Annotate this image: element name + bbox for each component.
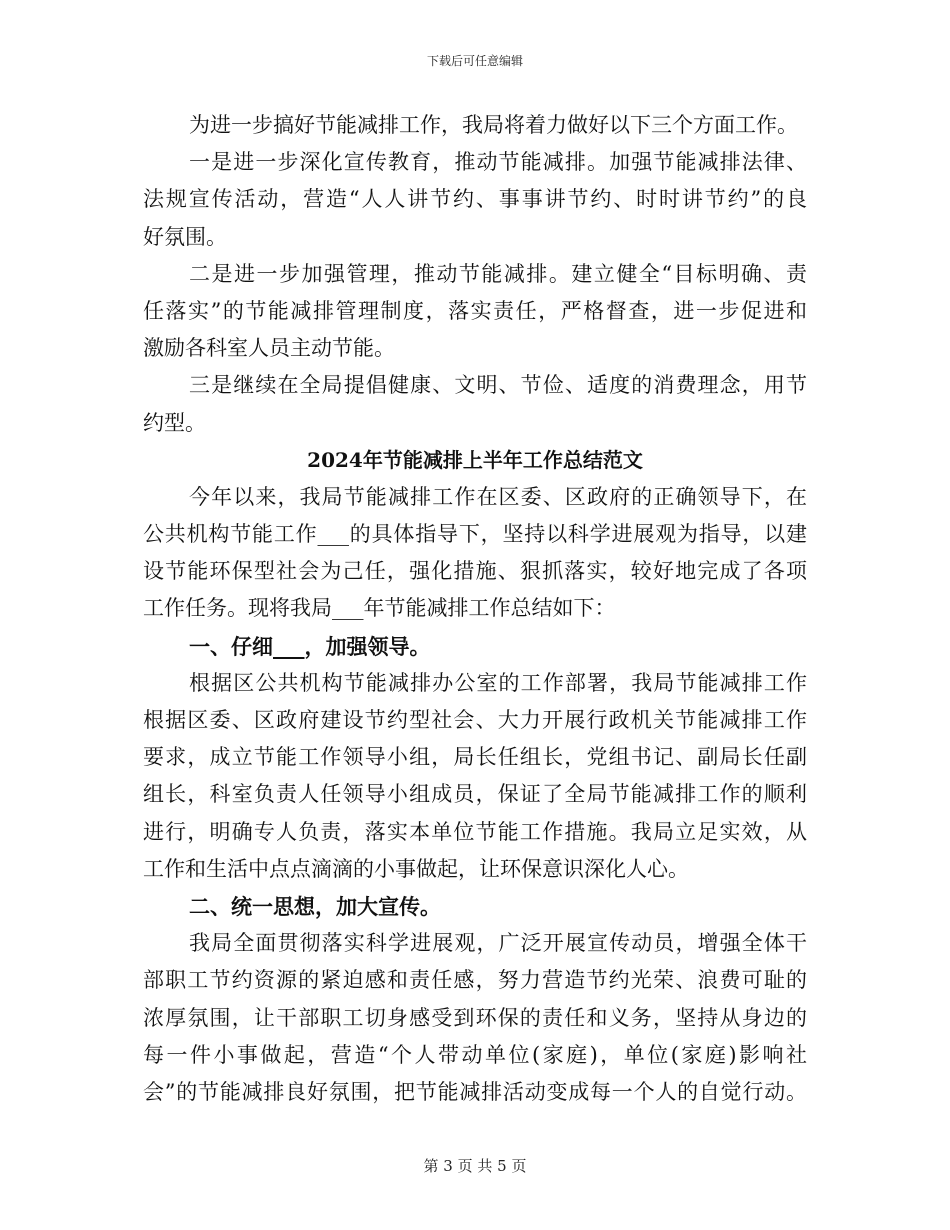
paragraph-line: 二是进一步加强管理，推动节能减排。建立健全“目标明确、责 <box>189 261 807 286</box>
paragraph-line: 每一件小事做起，营造“个人带动单位(家庭)，单位(家庭)影响社 <box>143 1042 807 1067</box>
paragraph-line: 为进一步搞好节能减排工作，我局将着力做好以下三个方面工作。 <box>189 113 798 137</box>
paragraph-line: 根据区公共机构节能减排办公室的工作部署，我局节能减排工作 <box>189 670 807 695</box>
paragraph-line: 约型。 <box>143 410 206 435</box>
page-number: 第 3 页 共 5 页 <box>423 1157 527 1175</box>
paragraph-line: 今年以来，我局节能减排工作在区委、区政府的正确领导下，在 <box>189 484 807 509</box>
paragraph-line: 法规宣传活动，营造“人人讲节约、事事讲节约、时时讲节约”的良 <box>143 187 807 212</box>
paragraph-line: 好氛围。 <box>143 224 227 249</box>
section-title: 2024年节能减排上半年工作总结范文 <box>307 447 643 472</box>
paragraph-line: 一是进一步深化宣传教育，推动节能减排。加强节能减排法律、 <box>189 150 807 175</box>
paragraph-line: 我局全面贯彻落实科学进展观，广泛开展宣传动员，增强全体干 <box>189 931 807 956</box>
paragraph-line: 公共机构节能工作___的具体指导下，坚持以科学进展观为指导，以建 <box>143 522 807 547</box>
paragraph-line: 组长，科室负责人任领导小组成员，保证了全局节能减排工作的顺利 <box>143 782 807 807</box>
paragraph-line: 浓厚氛围，让干部职工切身感受到环保的责任和义务，坚持从身边的 <box>143 1005 807 1030</box>
paragraph-line: 三是继续在全局提倡健康、文明、节俭、适度的消费理念，用节 <box>189 373 807 398</box>
section-heading: 二、统一思想，加大宣传。 <box>189 893 441 919</box>
paragraph-line: 工作任务。现将我局___年节能减排工作总结如下： <box>143 596 616 621</box>
paragraph-line: 根据区委、区政府建设节约型社会、大力开展行政机关节能减排工作 <box>143 708 807 732</box>
paragraph-line: 任落实”的节能减排管理制度，落实责任，严格督查，进一步促进和 <box>143 298 807 323</box>
paragraph-line: 激励各科室人员主动节能。 <box>143 336 395 361</box>
paragraph-line: 部职工节约资源的紧迫感和责任感，努力营造节约光荣、浪费可耻的 <box>143 968 807 993</box>
paragraph-line: 要求，成立节能工作领导小组，局长任组长，党组书记、副局长任副 <box>143 745 807 770</box>
page-header-note: 下载后可任意编辑 <box>426 54 523 68</box>
paragraph-line: 设节能环保型社会为己任，强化措施、狠抓落实，较好地完成了各项 <box>143 559 807 584</box>
paragraph-line: 会”的节能减排良好氛围，把节能减排活动变成每一个人的自觉行动。 <box>143 1079 807 1104</box>
paragraph-line: 工作和生活中点点滴滴的小事做起，让环保意识深化人心。 <box>143 856 689 881</box>
document-body <box>143 107 807 1111</box>
paragraph-line: 进行，明确专人负责，落实本单位节能工作措施。我局立足实效，从 <box>143 819 807 844</box>
section-heading: 一、仔细___，加强领导。 <box>189 633 431 659</box>
